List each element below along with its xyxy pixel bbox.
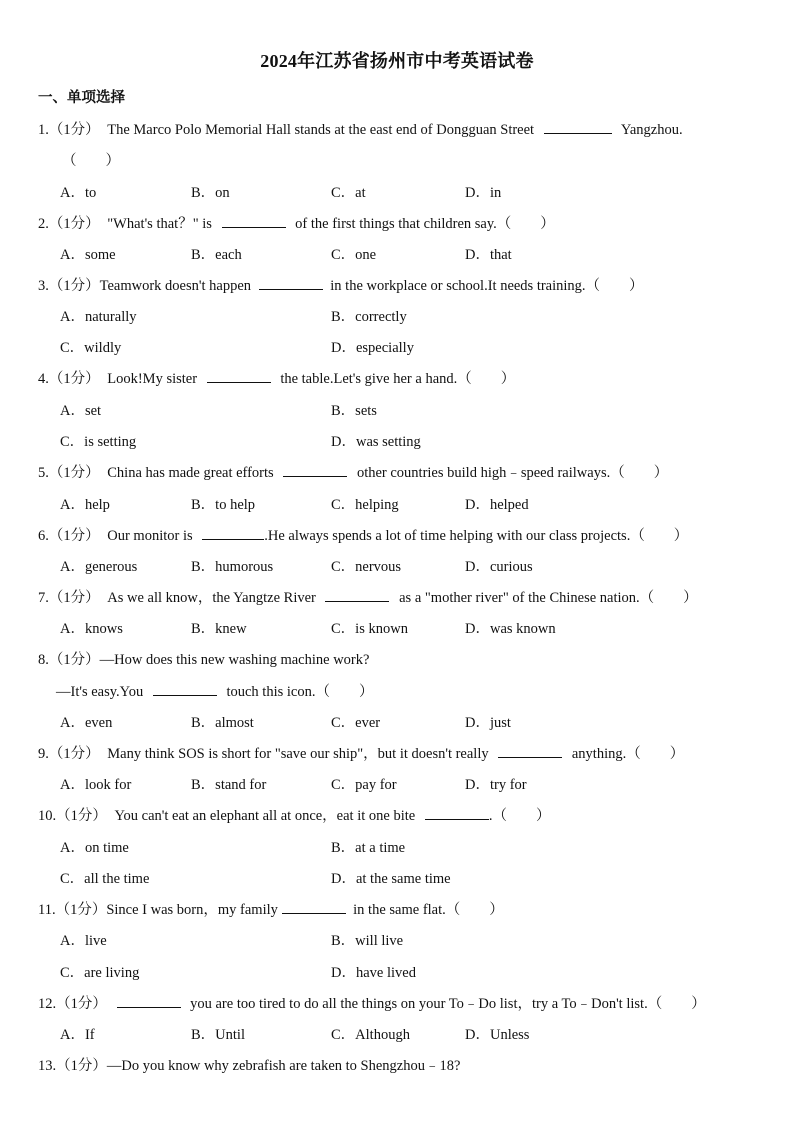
question-11 [38, 898, 504, 919]
question-stem-end: Yangzhou. [620, 122, 683, 138]
option-a[interactable]: A．If [60, 1027, 95, 1043]
option-d[interactable]: D．especially [331, 340, 414, 356]
question-number: 4. [38, 371, 49, 387]
option-a[interactable]: A．live [60, 933, 107, 949]
option-b[interactable]: B．stand for [191, 777, 267, 793]
question-3 [38, 274, 644, 295]
question-stem-end: .（ ） [488, 808, 551, 824]
option-a[interactable]: A．naturally [60, 309, 137, 325]
answer-blank [202, 527, 264, 540]
question-score: （1分） [56, 1058, 107, 1074]
question-score: （1分） [48, 122, 100, 138]
option-b[interactable]: B．knew [191, 621, 247, 637]
option-b[interactable]: B．correctly [331, 309, 407, 325]
option-a[interactable]: A．knows [60, 621, 123, 637]
option-d[interactable]: D．curious [465, 559, 533, 575]
question-stem-end: of the first things that children say.（ ） [295, 216, 555, 232]
option-c[interactable]: C．at [331, 185, 366, 201]
option-a[interactable]: A．to [60, 185, 97, 201]
question-stem-end: in the same flat.（ ） [353, 902, 504, 918]
option-a[interactable]: A．some [60, 247, 116, 263]
question-12 [38, 992, 706, 1013]
question-stem-end: in the workplace or school.It needs training.（ ） [330, 278, 644, 294]
question-stem: Since I was born，my family [106, 902, 278, 918]
question-number: 1. [38, 122, 49, 138]
answer-blank [117, 995, 181, 1008]
question-9 [38, 742, 684, 763]
option-c[interactable]: C．nervous [331, 559, 402, 575]
question-7 [38, 586, 698, 607]
question-number: 7. [38, 590, 49, 606]
question-4 [38, 367, 515, 388]
question-8-reply [56, 680, 373, 701]
option-c[interactable]: C．are living [60, 965, 140, 981]
question-number: 3. [38, 278, 49, 294]
option-c[interactable]: C．wildly [60, 340, 122, 356]
option-c[interactable]: C．helping [331, 497, 399, 513]
option-d[interactable]: D．at the same time [331, 871, 451, 887]
answer-blank [282, 901, 346, 914]
question-8 [38, 648, 369, 669]
question-score: （1分） [56, 808, 107, 824]
answer-blank [498, 745, 562, 758]
question-number: 13. [38, 1058, 57, 1074]
question-stem: China has made great efforts [107, 465, 274, 481]
option-a[interactable]: A．on time [60, 840, 129, 856]
option-b[interactable]: B．on [191, 185, 230, 201]
question-stem: —Do you know why zebrafish are taken to Shengzhou﹣18? [106, 1058, 461, 1074]
question-1 [38, 118, 683, 139]
option-c[interactable]: C．ever [331, 715, 381, 731]
question-stem-end: you are too tired to do all the things on your To﹣Do list，try a To﹣Don't list.（ ） [190, 996, 706, 1012]
question-number: 8. [38, 652, 49, 668]
option-d[interactable]: D．Unless [465, 1027, 530, 1043]
option-d[interactable]: D．have lived [331, 965, 416, 981]
question-stem-end: as a "mother river" of the Chinese nation.（ ） [399, 590, 698, 606]
option-b[interactable]: B．each [191, 247, 242, 263]
question-score: （1分） [48, 528, 100, 544]
question-score: （1分） [48, 465, 100, 481]
option-d[interactable]: D．try for [465, 777, 527, 793]
question-10 [38, 804, 550, 825]
option-c[interactable]: C．pay for [331, 777, 397, 793]
question-5 [38, 461, 668, 482]
answer-blank [153, 683, 217, 696]
option-d[interactable]: D．helped [465, 497, 529, 513]
answer-blank [283, 464, 347, 477]
answer-blank [259, 277, 323, 290]
question-stem: You can't eat an elephant all at once，eat it one bite [114, 808, 416, 824]
question-score: （1分） [48, 278, 100, 294]
question-stem-end: .He always spends a lot of time helping with our class projects.（ ） [264, 528, 689, 544]
question-6 [38, 524, 688, 545]
option-b[interactable]: B．sets [331, 403, 377, 419]
option-a[interactable]: A．look for [60, 777, 132, 793]
section-heading: 一、单项选择 [38, 90, 125, 106]
question-stem: "What's that？" is [107, 216, 212, 232]
question-stem-end: other countries build high﹣speed railways.（ ） [356, 465, 669, 481]
question-stem: —How does this new washing machine work? [99, 652, 370, 668]
question-score: （1分） [48, 216, 100, 232]
question-score: （1分） [48, 652, 100, 668]
question-score: （1分） [48, 590, 100, 606]
option-c[interactable]: C．one [331, 247, 377, 263]
option-d[interactable]: D．in [465, 185, 502, 201]
option-c[interactable]: C．Although [331, 1027, 410, 1043]
question-stem: As we all know，the Yangtze River [107, 590, 316, 606]
question-score: （1分） [56, 996, 107, 1012]
option-c[interactable]: C．all the time [60, 871, 150, 887]
question-number: 2. [38, 216, 49, 232]
question-number: 11. [38, 902, 56, 918]
option-b[interactable]: B．will live [331, 933, 404, 949]
option-d[interactable]: D．just [465, 715, 511, 731]
option-a[interactable]: A．even [60, 715, 113, 731]
question-score: （1分） [55, 902, 107, 918]
option-d[interactable]: D．that [465, 247, 512, 263]
option-d[interactable]: D．was known [465, 621, 556, 637]
question-2 [38, 212, 555, 233]
question-number: 9. [38, 746, 49, 762]
option-a[interactable]: A．help [60, 497, 110, 513]
option-c[interactable]: C．is setting [60, 434, 137, 450]
option-b[interactable]: B．almost [191, 715, 254, 731]
answer-blank [207, 370, 271, 383]
option-b[interactable]: B．humorous [191, 559, 274, 575]
question-stem: The Marco Polo Memorial Hall stands at the east end of Dongguan Street [107, 122, 535, 138]
question-stem-end: anything.（ ） [571, 746, 685, 762]
option-b[interactable]: B．to help [191, 497, 256, 513]
answer-blank [425, 807, 489, 820]
answer-blank [222, 215, 286, 228]
option-d[interactable]: D．was setting [331, 434, 421, 450]
question-13 [38, 1054, 460, 1075]
question-score: （1分） [48, 371, 100, 387]
question-number: 5. [38, 465, 49, 481]
question-stem-end: touch this icon.（ ） [226, 684, 374, 700]
question-stem: Teamwork doesn't happen [99, 278, 252, 294]
answer-blank [544, 121, 612, 134]
answer-blank [325, 589, 389, 602]
exam-title: 2024年江苏省扬州市中考英语试卷 [260, 51, 534, 71]
option-b[interactable]: B．Until [191, 1027, 245, 1043]
question-stem-reply: —It's easy.You [56, 684, 144, 700]
option-c[interactable]: C．is known [331, 621, 408, 637]
question-number: 12. [38, 996, 57, 1012]
option-b[interactable]: B．at a time [331, 840, 406, 856]
question-number: 6. [38, 528, 49, 544]
question-stem: Look!My sister [107, 371, 198, 387]
option-a[interactable]: A．set [60, 403, 102, 419]
question-stem: Many think SOS is short for "save our ship"，but it doesn't really [107, 746, 489, 762]
question-stem: Our monitor is [107, 528, 193, 544]
option-a[interactable]: A．generous [60, 559, 138, 575]
question-number: 10. [38, 808, 57, 824]
answer-paren: （ ） [62, 153, 120, 169]
question-stem-end: the table.Let's give her a hand.（ ） [280, 371, 516, 387]
question-score: （1分） [48, 746, 100, 762]
